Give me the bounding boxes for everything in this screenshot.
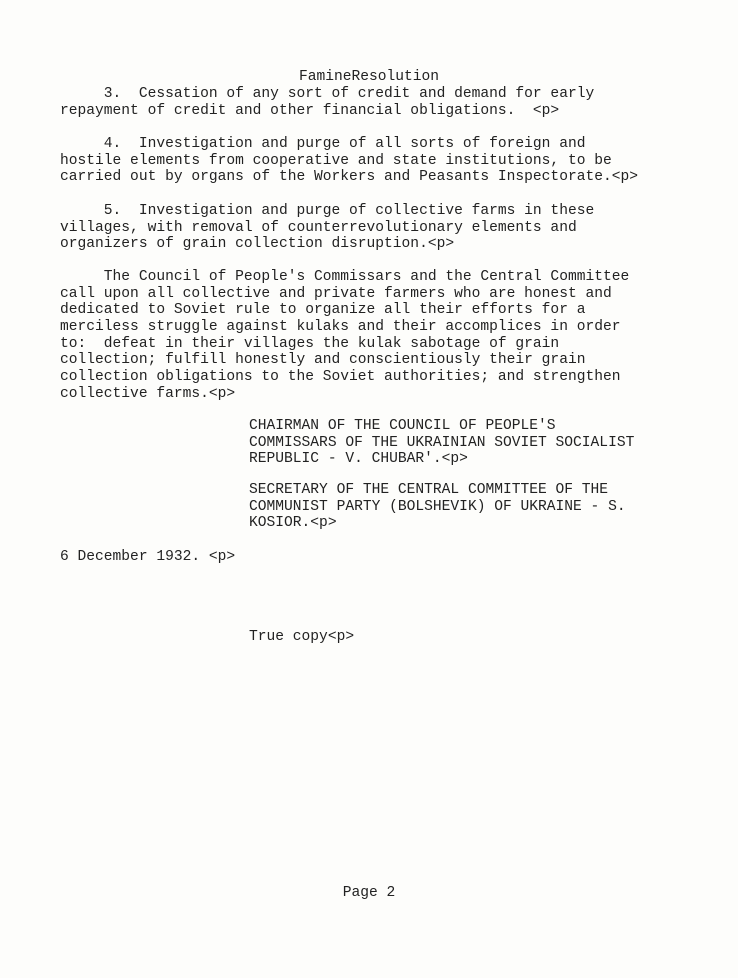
paragraph-line: to: defeat in their villages the kulak sabotage of grain	[60, 335, 560, 352]
paragraph-item-5	[60, 203, 594, 253]
paragraph-line: collection; fulfill honestly and conscientiously their grain	[60, 352, 586, 369]
paragraph-line: dedicated to Soviet rule to organize all their efforts for a	[60, 302, 586, 319]
signature-line: COMMUNIST PARTY (BOLSHEVIK) OF UKRAINE - S.	[249, 498, 626, 515]
paragraph-line: carried out by organs of the Workers and Peasants Inspectorate.<p>	[60, 169, 639, 186]
paragraph-item-4	[60, 136, 638, 186]
signature-secretary	[249, 482, 626, 532]
paragraph-line: collective farms.<p>	[60, 385, 236, 402]
paragraph-line: 3. Cessation of any sort of credit and demand for early	[60, 86, 595, 102]
council-appeal-paragraph	[60, 269, 629, 403]
paragraph-line: collection obligations to the Soviet authorities; and strengthen	[60, 369, 621, 386]
paragraph-line: 4. Investigation and purge of all sorts of foreign and	[60, 136, 586, 152]
signature-line: COMMISSARS OF THE UKRAINIAN SOVIET SOCIALIST	[249, 434, 635, 451]
paragraph-line: repayment of credit and other financial obligations. <p>	[60, 102, 560, 119]
signature-line: REPUBLIC - V. CHUBAR'.<p>	[249, 451, 468, 468]
signature-line: CHAIRMAN OF THE COUNCIL OF PEOPLE'S	[249, 418, 556, 434]
true-copy-note: True copy<p>	[249, 629, 355, 645]
document-date: 6 December 1932. <p>	[60, 549, 236, 565]
paragraph-line: villages, with removal of counterrevolutionary elements and	[60, 219, 577, 236]
paragraph-line: call upon all collective and private farmers who are honest and	[60, 285, 612, 302]
signature-line: SECRETARY OF THE CENTRAL COMMITTEE OF THE	[249, 482, 609, 498]
paragraph-line: The Council of People's Commissars and the Central Committee	[60, 269, 630, 285]
paragraph-line: organizers of grain collection disruption.<p>	[60, 236, 455, 253]
paragraph-line: hostile elements from cooperative and state institutions, to be	[60, 152, 612, 169]
paragraph-item-3	[60, 86, 594, 119]
paragraph-line: merciless struggle against kulaks and their accomplices in order	[60, 319, 621, 336]
signature-chairman	[249, 418, 634, 468]
page-number: Page 2	[342, 885, 396, 901]
document-header: FamineResolution	[298, 69, 440, 85]
paragraph-line: 5. Investigation and purge of collective farms in these	[60, 203, 595, 219]
signature-line: KOSIOR.<p>	[249, 515, 337, 532]
